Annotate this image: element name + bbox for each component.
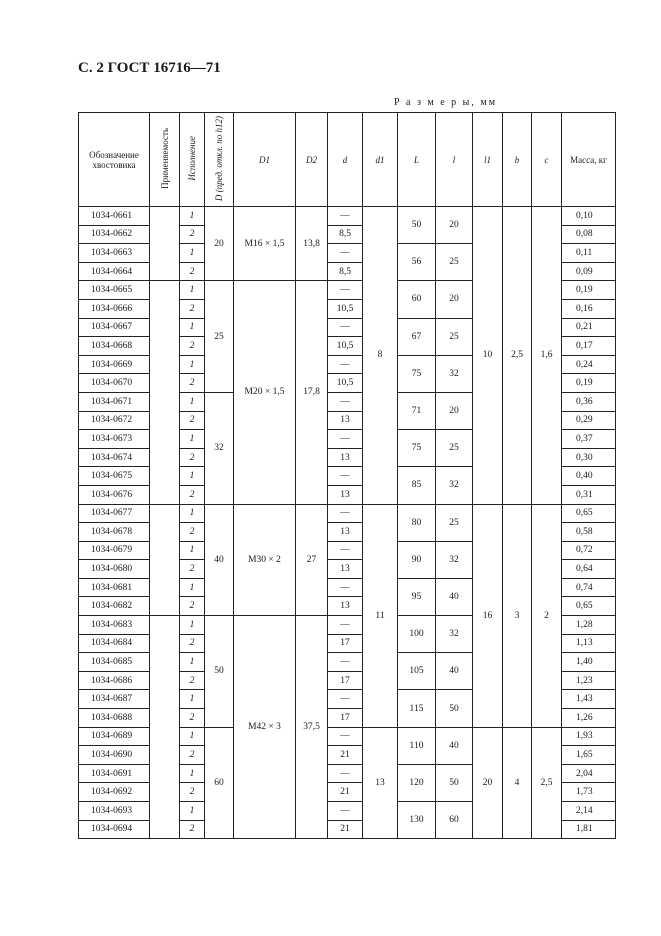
cell-code: 1034-0676	[79, 485, 150, 504]
cell-code: 1034-0681	[79, 578, 150, 597]
cell-mass: 2,04	[562, 764, 616, 783]
cell-l: 20	[436, 392, 473, 429]
cell-version: 2	[180, 783, 205, 802]
cell-code: 1034-0691	[79, 764, 150, 783]
cell-D: 50	[205, 616, 234, 728]
cell-code: 1034-0667	[79, 318, 150, 337]
cell-d: —	[328, 504, 363, 523]
cell-code: 1034-0662	[79, 225, 150, 244]
cell-applicability	[150, 207, 180, 281]
cell-l: 25	[436, 430, 473, 467]
cell-version: 1	[180, 392, 205, 411]
cell-mass: 1,65	[562, 746, 616, 765]
cell-version: 1	[180, 690, 205, 709]
cell-version: 2	[180, 820, 205, 839]
cell-d: —	[328, 281, 363, 300]
cell-mass: 0,08	[562, 225, 616, 244]
cell-d: —	[328, 690, 363, 709]
cell-d: 21	[328, 783, 363, 802]
table-row	[79, 504, 616, 523]
cell-L: 130	[398, 802, 436, 839]
cell-code: 1034-0688	[79, 709, 150, 728]
cell-version: 2	[180, 337, 205, 356]
cell-version: 1	[180, 207, 205, 226]
cell-code: 1034-0693	[79, 802, 150, 821]
cell-l: 40	[436, 653, 473, 690]
cell-l: 50	[436, 690, 473, 727]
cell-b: 2,5	[503, 207, 532, 505]
cell-code: 1034-0680	[79, 560, 150, 579]
cell-code: 1034-0684	[79, 634, 150, 653]
cell-d: —	[328, 616, 363, 635]
cell-D1: M16 × 1,5	[234, 207, 296, 281]
cell-mass: 0,72	[562, 541, 616, 560]
cell-code: 1034-0669	[79, 355, 150, 374]
cell-mass: 0,37	[562, 430, 616, 449]
cell-code: 1034-0673	[79, 430, 150, 449]
cell-version: 2	[180, 523, 205, 542]
cell-mass: 0,64	[562, 560, 616, 579]
cell-d: —	[328, 244, 363, 263]
cell-d: —	[328, 727, 363, 746]
cell-mass: 0,40	[562, 467, 616, 486]
cell-mass: 0,31	[562, 485, 616, 504]
cell-d1: 8	[363, 207, 398, 505]
col-l1: l1	[473, 113, 503, 207]
cell-mass: 1,73	[562, 783, 616, 802]
page-title: С. 2 ГОСТ 16716—71	[78, 60, 221, 76]
cell-mass: 1,23	[562, 671, 616, 690]
cell-L: 60	[398, 281, 436, 318]
cell-D: 40	[205, 504, 234, 616]
cell-D2: 17,8	[296, 281, 328, 504]
cell-d: 8,5	[328, 262, 363, 281]
cell-version: 2	[180, 485, 205, 504]
cell-code: 1034-0675	[79, 467, 150, 486]
cell-L: 56	[398, 244, 436, 281]
cell-L: 100	[398, 616, 436, 653]
cell-d: 13	[328, 523, 363, 542]
cell-l: 32	[436, 467, 473, 504]
cell-L: 71	[398, 392, 436, 429]
cell-mass: 0,24	[562, 355, 616, 374]
cell-l1: 10	[473, 207, 503, 505]
cell-mass: 0,11	[562, 244, 616, 263]
cell-version: 2	[180, 671, 205, 690]
col-D1: D1	[234, 113, 296, 207]
col-D: D (пред. откл. по h12)	[205, 113, 234, 207]
cell-c: 2,5	[532, 727, 562, 839]
cell-mass: 0,21	[562, 318, 616, 337]
cell-d: 17	[328, 709, 363, 728]
col-l: l	[436, 113, 473, 207]
cell-d: 10,5	[328, 299, 363, 318]
cell-D1: M42 × 3	[234, 616, 296, 839]
cell-applicability	[150, 281, 180, 504]
cell-code: 1034-0686	[79, 671, 150, 690]
cell-d: —	[328, 355, 363, 374]
cell-L: 115	[398, 690, 436, 727]
cell-code: 1034-0668	[79, 337, 150, 356]
cell-d: 8,5	[328, 225, 363, 244]
cell-version: 1	[180, 764, 205, 783]
cell-mass: 1,40	[562, 653, 616, 672]
cell-d: 21	[328, 820, 363, 839]
cell-d: —	[328, 430, 363, 449]
cell-version: 2	[180, 225, 205, 244]
cell-mass: 1,93	[562, 727, 616, 746]
cell-mass: 1,26	[562, 709, 616, 728]
cell-d: —	[328, 318, 363, 337]
cell-mass: 0,19	[562, 374, 616, 393]
cell-d: 13	[328, 560, 363, 579]
cell-L: 120	[398, 764, 436, 801]
cell-l: 50	[436, 764, 473, 801]
cell-mass: 0,17	[562, 337, 616, 356]
cell-l1: 20	[473, 727, 503, 839]
cell-mass: 0,65	[562, 504, 616, 523]
cell-d: —	[328, 653, 363, 672]
cell-version: 1	[180, 430, 205, 449]
col-b: b	[503, 113, 532, 207]
cell-d: 13	[328, 448, 363, 467]
col-mass: Масса, кг	[562, 113, 616, 207]
cell-mass: 1,43	[562, 690, 616, 709]
dimensions-table	[78, 112, 616, 839]
cell-version: 1	[180, 504, 205, 523]
col-d1: d1	[363, 113, 398, 207]
cell-mass: 0,74	[562, 578, 616, 597]
cell-l: 25	[436, 504, 473, 541]
cell-d: —	[328, 541, 363, 560]
cell-D: 25	[205, 281, 234, 393]
cell-applicability	[150, 616, 180, 839]
cell-l: 20	[436, 207, 473, 244]
cell-version: 2	[180, 746, 205, 765]
cell-version: 1	[180, 281, 205, 300]
cell-mass: 0,09	[562, 262, 616, 281]
table-row	[79, 207, 616, 226]
cell-d: —	[328, 802, 363, 821]
cell-code: 1034-0672	[79, 411, 150, 430]
cell-mass: 0,19	[562, 281, 616, 300]
cell-mass: 0,10	[562, 207, 616, 226]
cell-d: 13	[328, 411, 363, 430]
cell-version: 2	[180, 374, 205, 393]
cell-D: 20	[205, 207, 234, 281]
cell-L: 75	[398, 430, 436, 467]
cell-version: 1	[180, 541, 205, 560]
cell-code: 1034-0678	[79, 523, 150, 542]
cell-mass: 0,30	[562, 448, 616, 467]
cell-l: 40	[436, 727, 473, 764]
cell-d: —	[328, 578, 363, 597]
cell-code: 1034-0692	[79, 783, 150, 802]
cell-b: 3	[503, 504, 532, 727]
cell-L: 80	[398, 504, 436, 541]
table-header-row	[79, 113, 616, 207]
cell-version: 1	[180, 802, 205, 821]
cell-mass: 0,16	[562, 299, 616, 318]
cell-mass: 1,13	[562, 634, 616, 653]
cell-version: 1	[180, 727, 205, 746]
col-d: d	[328, 113, 363, 207]
cell-code: 1034-0664	[79, 262, 150, 281]
cell-D2: 27	[296, 504, 328, 616]
cell-d1: 13	[363, 727, 398, 839]
cell-version: 1	[180, 467, 205, 486]
cell-d: 17	[328, 671, 363, 690]
cell-L: 95	[398, 578, 436, 615]
cell-version: 2	[180, 262, 205, 281]
cell-version: 1	[180, 653, 205, 672]
cell-D: 60	[205, 727, 234, 839]
cell-mass: 0,65	[562, 597, 616, 616]
cell-l: 32	[436, 616, 473, 653]
cell-version: 2	[180, 634, 205, 653]
cell-code: 1034-0689	[79, 727, 150, 746]
cell-l: 32	[436, 541, 473, 578]
cell-code: 1034-0682	[79, 597, 150, 616]
cell-version: 2	[180, 299, 205, 318]
cell-L: 105	[398, 653, 436, 690]
cell-code: 1034-0663	[79, 244, 150, 263]
cell-mass: 1,81	[562, 820, 616, 839]
cell-version: 2	[180, 411, 205, 430]
cell-D1: M20 × 1,5	[234, 281, 296, 504]
cell-l: 25	[436, 318, 473, 355]
cell-c: 1,6	[532, 207, 562, 505]
cell-L: 110	[398, 727, 436, 764]
cell-version: 2	[180, 448, 205, 467]
cell-code: 1034-0677	[79, 504, 150, 523]
cell-d: 10,5	[328, 374, 363, 393]
col-version: Исполнение	[180, 113, 205, 207]
cell-D1: M30 × 2	[234, 504, 296, 616]
cell-code: 1034-0679	[79, 541, 150, 560]
cell-c: 2	[532, 504, 562, 727]
cell-L: 75	[398, 355, 436, 392]
cell-d1: 11	[363, 504, 398, 727]
cell-l: 32	[436, 355, 473, 392]
cell-code: 1034-0683	[79, 616, 150, 635]
dimensions-caption: Р а з м е р ы, мм	[393, 97, 498, 108]
cell-L: 50	[398, 207, 436, 244]
cell-code: 1034-0670	[79, 374, 150, 393]
cell-version: 1	[180, 244, 205, 263]
cell-version: 1	[180, 616, 205, 635]
col-L: L	[398, 113, 436, 207]
cell-version: 2	[180, 709, 205, 728]
cell-code: 1034-0687	[79, 690, 150, 709]
cell-code: 1034-0685	[79, 653, 150, 672]
cell-code: 1034-0674	[79, 448, 150, 467]
col-applicability: Применяемость	[150, 113, 180, 207]
cell-D: 32	[205, 392, 234, 504]
cell-version: 2	[180, 597, 205, 616]
cell-d: 13	[328, 597, 363, 616]
cell-l: 25	[436, 244, 473, 281]
cell-code: 1034-0694	[79, 820, 150, 839]
col-c: c	[532, 113, 562, 207]
cell-mass: 0,29	[562, 411, 616, 430]
cell-d: —	[328, 467, 363, 486]
cell-code: 1034-0666	[79, 299, 150, 318]
cell-d: 17	[328, 634, 363, 653]
cell-d: —	[328, 392, 363, 411]
cell-mass: 1,28	[562, 616, 616, 635]
cell-code: 1034-0665	[79, 281, 150, 300]
cell-d: —	[328, 207, 363, 226]
cell-code: 1034-0661	[79, 207, 150, 226]
col-code: Обозначение хвостовика	[79, 113, 150, 207]
cell-code: 1034-0690	[79, 746, 150, 765]
cell-L: 85	[398, 467, 436, 504]
cell-l: 40	[436, 578, 473, 615]
cell-b: 4	[503, 727, 532, 839]
cell-d: 21	[328, 746, 363, 765]
cell-l1: 16	[473, 504, 503, 727]
cell-d: 10,5	[328, 337, 363, 356]
cell-L: 67	[398, 318, 436, 355]
cell-version: 2	[180, 560, 205, 579]
cell-d: —	[328, 764, 363, 783]
cell-l: 20	[436, 281, 473, 318]
cell-D2: 37,5	[296, 616, 328, 839]
cell-mass: 0,58	[562, 523, 616, 542]
cell-applicability	[150, 504, 180, 616]
cell-mass: 2,14	[562, 802, 616, 821]
cell-D2: 13,8	[296, 207, 328, 281]
col-D2: D2	[296, 113, 328, 207]
cell-l: 60	[436, 802, 473, 839]
cell-mass: 0,36	[562, 392, 616, 411]
cell-code: 1034-0671	[79, 392, 150, 411]
cell-L: 90	[398, 541, 436, 578]
cell-d: 13	[328, 485, 363, 504]
cell-version: 1	[180, 355, 205, 374]
cell-version: 1	[180, 318, 205, 337]
cell-version: 1	[180, 578, 205, 597]
